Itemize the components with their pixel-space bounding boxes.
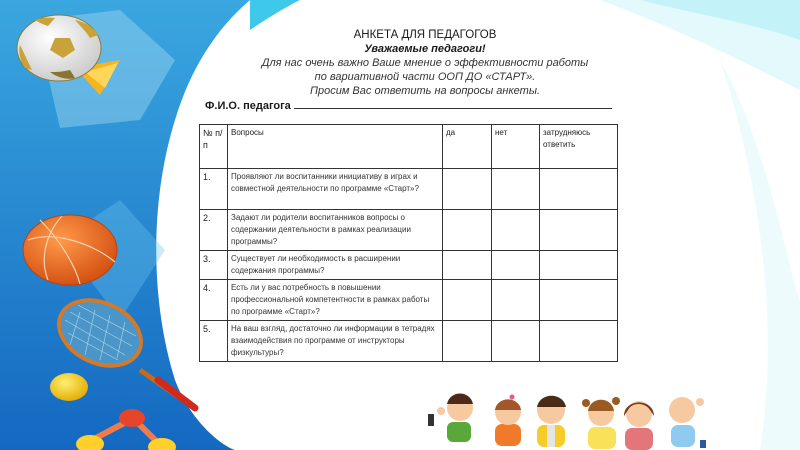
answer-no-cell[interactable] <box>492 251 540 280</box>
answer-hard-cell[interactable] <box>540 251 618 280</box>
answer-hard-cell[interactable] <box>540 210 618 251</box>
column-header-question: Вопросы <box>228 125 443 169</box>
answer-yes-cell[interactable] <box>443 321 492 362</box>
row-question: На ваш взгляд, достаточно ли информации в тетрадях взаимодействия по программе от инструкторы физкультуры? <box>228 321 443 362</box>
column-header-hard: затрудняюсь ответить <box>540 125 618 169</box>
answer-hard-cell[interactable] <box>540 169 618 210</box>
survey-heading <box>200 28 650 98</box>
row-question: Задают ли родители воспитанников вопросы о содержании деятельности в рамках реализации программы? <box>228 210 443 251</box>
answer-yes-cell[interactable] <box>443 280 492 321</box>
survey-title: АНКЕТА ДЛЯ ПЕДАГОГОВ <box>353 29 497 41</box>
table-row <box>200 210 618 251</box>
row-question: Существует ли необходимость в расширении содержания программы? <box>228 251 443 280</box>
table-header-row <box>200 125 618 169</box>
row-question: Проявляют ли воспитанники инициативу в играх и совместной деятельности по программе «Старт»? <box>228 169 443 210</box>
answer-no-cell[interactable] <box>492 321 540 362</box>
table-row <box>200 251 618 280</box>
row-num: 3. <box>200 251 228 280</box>
intro-line-2: по вариативной части ООП ДО «СТАРТ». <box>314 71 536 83</box>
answer-hard-cell[interactable] <box>540 321 618 362</box>
table-row <box>200 280 618 321</box>
fio-label: Ф.И.О. педагога <box>205 100 291 112</box>
answer-yes-cell[interactable] <box>443 210 492 251</box>
row-num: 5. <box>200 321 228 362</box>
answer-no-cell[interactable] <box>492 280 540 321</box>
row-num: 4. <box>200 280 228 321</box>
answer-hard-cell[interactable] <box>540 280 618 321</box>
answer-no-cell[interactable] <box>492 210 540 251</box>
fio-input-line[interactable] <box>294 98 612 109</box>
basketball-icon <box>23 215 117 285</box>
fio-field <box>205 98 612 112</box>
greeting: Уважаемые педагоги! <box>364 43 486 55</box>
survey-table <box>199 124 618 362</box>
row-question: Есть ли у вас потребность в повышении профессиональной компетентности в рамках работы по программе «Старт»? <box>228 280 443 321</box>
row-num: 1. <box>200 169 228 210</box>
column-header-yes: да <box>443 125 492 169</box>
tennis-ball-icon <box>50 373 88 401</box>
table-row <box>200 169 618 210</box>
children-group-illustration <box>428 394 706 450</box>
row-num: 2. <box>200 210 228 251</box>
column-header-num: № п/п <box>200 125 228 169</box>
column-header-no: нет <box>492 125 540 169</box>
answer-yes-cell[interactable] <box>443 251 492 280</box>
table-row <box>200 321 618 362</box>
answer-no-cell[interactable] <box>492 169 540 210</box>
intro-line-1: Для нас очень важно Ваше мнение о эффективности работы <box>261 57 589 69</box>
intro-line-3: Просим Вас ответить на вопросы анкеты. <box>310 85 540 97</box>
answer-yes-cell[interactable] <box>443 169 492 210</box>
